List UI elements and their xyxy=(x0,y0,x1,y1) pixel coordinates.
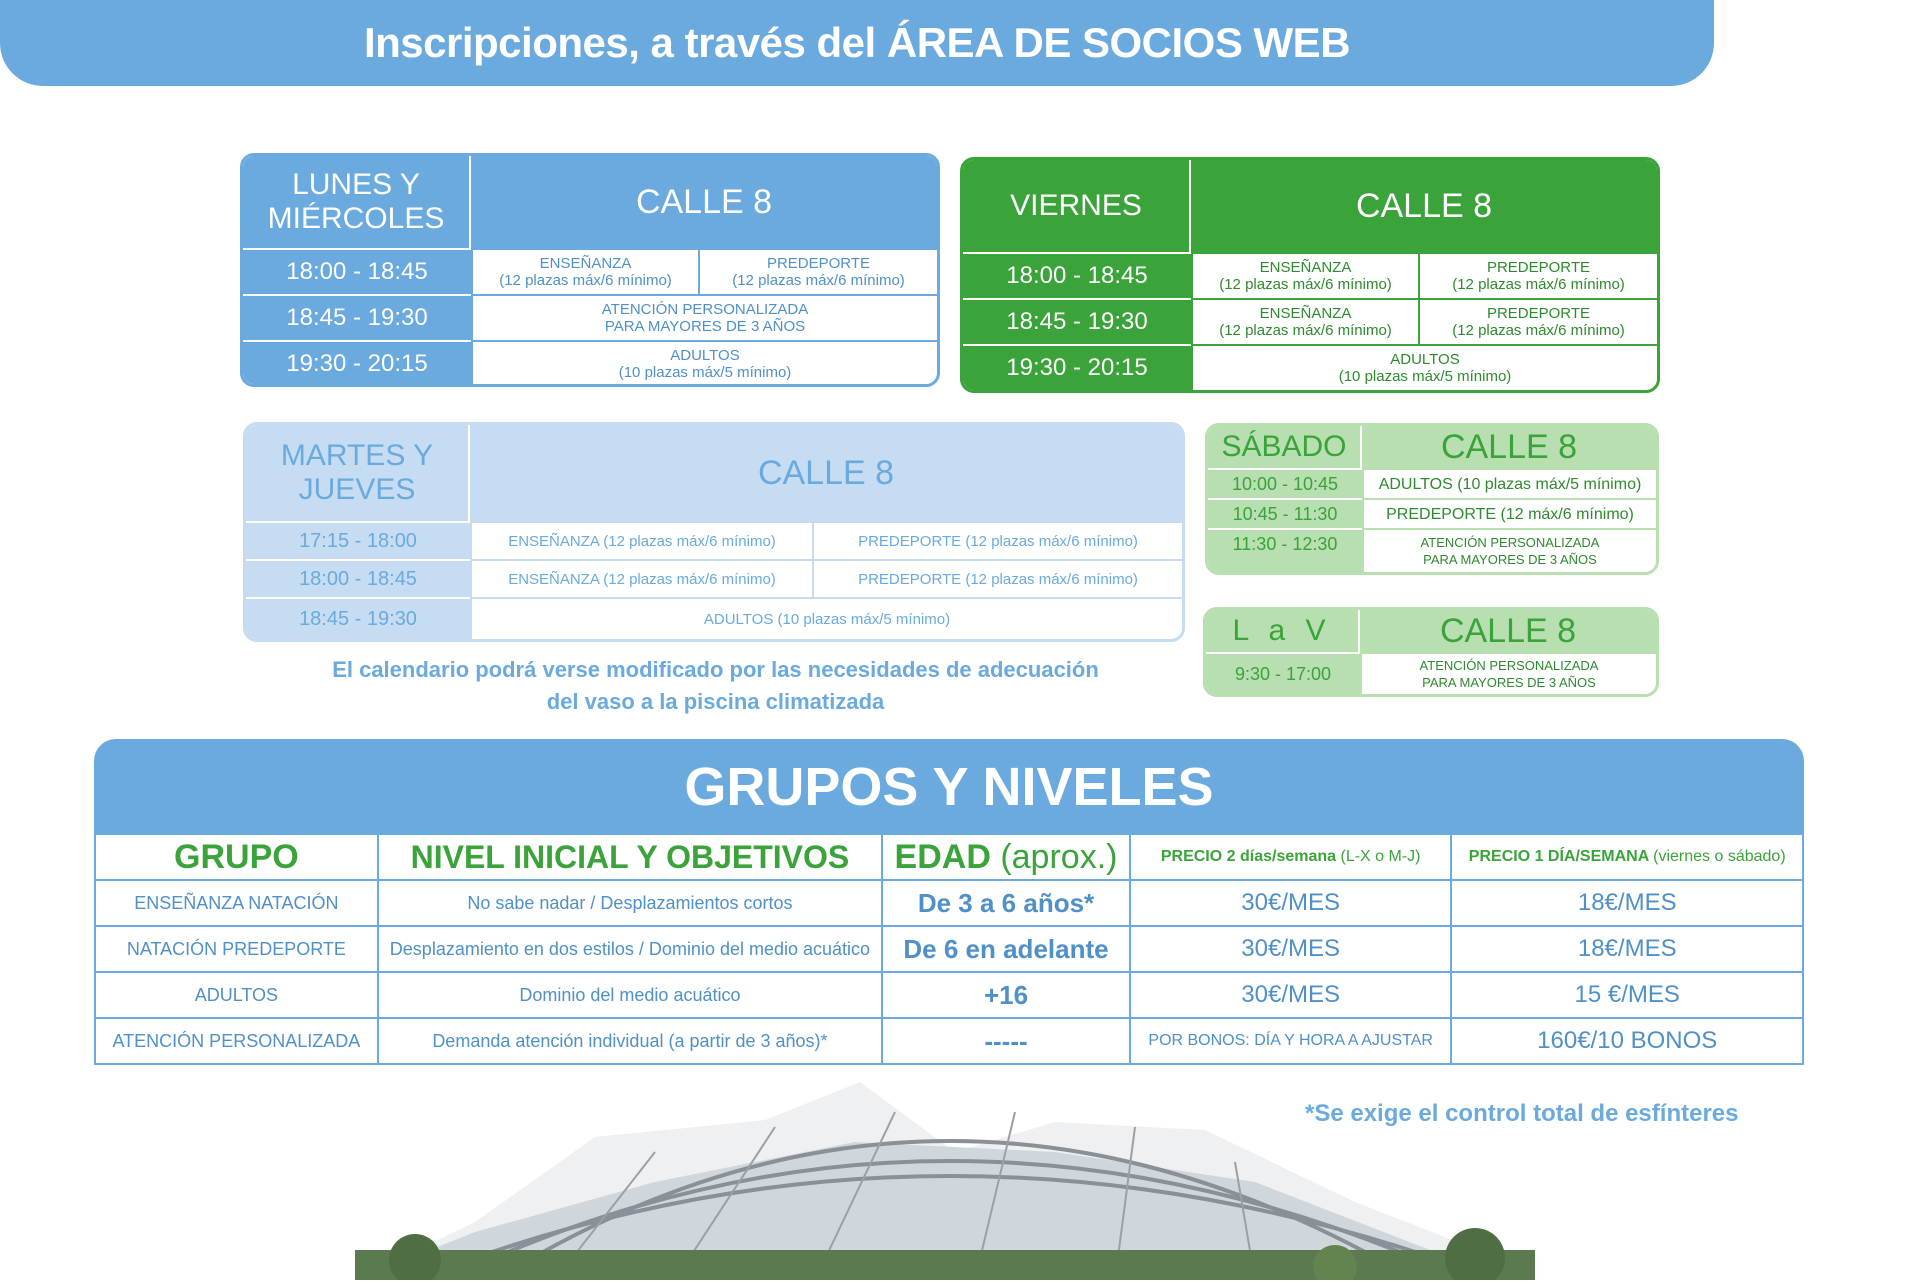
grupo-cell: ATENCIÓN PERSONALIZADA xyxy=(95,1018,378,1064)
time-slot: 19:30 - 20:15 xyxy=(243,340,471,386)
precio2-cell: 30€/MES xyxy=(1130,926,1452,972)
grupo-cell: ENSEÑANZA NATACIÓN xyxy=(95,880,378,926)
col-header-precio1 xyxy=(1451,834,1803,880)
lane-label: CALLE 8 xyxy=(1362,426,1656,468)
groups-levels-section xyxy=(94,739,1804,1065)
grupo-cell: ADULTOS xyxy=(95,972,378,1018)
activity-cell: ATENCIÓN PERSONALIZADA PARA MAYORES DE 3 AÑOS xyxy=(471,294,937,340)
nivel-cell: Dominio del medio acuático xyxy=(378,972,882,1018)
lane-label: CALLE 8 xyxy=(1360,610,1656,652)
day-label: LUNES Y MIÉRCOLES xyxy=(243,156,469,248)
table-row xyxy=(95,926,1803,972)
calendar-note xyxy=(243,654,1188,724)
schedule-lunes-miercoles xyxy=(240,153,940,387)
col-header-precio2-sub: (L-X o M-J) xyxy=(1340,848,1421,865)
lane-label: CALLE 8 xyxy=(1191,160,1657,252)
col-header-precio1-sub: (viernes o sábado) xyxy=(1653,848,1786,865)
time-slot: 18:45 - 19:30 xyxy=(243,294,471,340)
day-label: VIERNES xyxy=(963,160,1189,252)
calendar-note-line2: del vaso a la piscina climatizada xyxy=(546,689,885,714)
precio1-cell: 160€/10 BONOS xyxy=(1451,1018,1803,1064)
col-header-precio1-main: PRECIO 1 DÍA/SEMANA xyxy=(1468,848,1649,865)
activity-cell: ATENCIÓN PERSONALIZADA PARA MAYORES DE 3 AÑOS xyxy=(1362,528,1656,572)
activity-cell: ENSEÑANZA (12 plazas máx/6 mínimo) xyxy=(471,248,698,294)
time-slot: 10:00 - 10:45 xyxy=(1208,468,1362,498)
activity-cell: PREDEPORTE (12 plazas máx/6 mínimo) xyxy=(1418,252,1657,298)
lane-label: CALLE 8 xyxy=(471,156,937,248)
activity-cell: PREDEPORTE (12 máx/6 mínimo) xyxy=(1362,498,1656,528)
activity-cell: ADULTOS (10 plazas máx/5 mínimo) xyxy=(1191,344,1657,390)
activity-cell: PREDEPORTE (12 plazas máx/6 mínimo) xyxy=(1418,298,1657,344)
time-slot: 18:45 - 19:30 xyxy=(246,597,470,639)
activity-cell: ADULTOS (10 plazas máx/5 mínimo) xyxy=(470,597,1182,639)
activity-cell: ENSEÑANZA (12 plazas máx/6 mínimo) xyxy=(470,559,812,597)
activity-cell: PREDEPORTE (12 plazas máx/6 mínimo) xyxy=(812,521,1182,559)
nivel-cell: No sabe nadar / Desplazamientos cortos xyxy=(378,880,882,926)
schedule-martes-jueves xyxy=(243,422,1185,642)
activity-cell: ENSEÑANZA (12 plazas máx/6 mínimo) xyxy=(1191,252,1418,298)
pool-dome-photo xyxy=(355,1082,1535,1280)
nivel-cell: Desplazamiento en dos estilos / Dominio del medio acuático xyxy=(378,926,882,972)
col-header-edad xyxy=(882,834,1130,880)
banner-text: Inscripciones, a través del ÁREA DE SOCIOS WEB xyxy=(363,19,1351,66)
col-header-precio2 xyxy=(1130,834,1452,880)
time-slot: 18:00 - 18:45 xyxy=(963,252,1191,298)
activity-cell: ADULTOS (10 plazas máx/5 mínimo) xyxy=(471,340,937,386)
schedule-viernes xyxy=(960,157,1660,393)
time-slot: 18:45 - 19:30 xyxy=(963,298,1191,344)
precio2-cell: 30€/MES xyxy=(1130,972,1452,1018)
table-row xyxy=(95,972,1803,1018)
col-header-edad-sub: (aprox.) xyxy=(1000,837,1118,876)
calendar-note-line1: El calendario podrá verse modificado por las necesidades de adecuación xyxy=(332,657,1099,682)
time-slot: 11:30 - 12:30 xyxy=(1208,528,1362,572)
day-label: L a V xyxy=(1206,610,1358,652)
nivel-cell: Demanda atención individual (a partir de 3 años)* xyxy=(378,1018,882,1064)
edad-cell: De 6 en adelante xyxy=(882,926,1130,972)
edad-cell: ----- xyxy=(882,1018,1130,1064)
groups-table xyxy=(94,833,1804,1065)
groups-title: GRUPOS Y NIVELES xyxy=(94,739,1804,835)
activity-cell: PREDEPORTE (12 plazas máx/6 mínimo) xyxy=(812,559,1182,597)
schedule-sabado xyxy=(1205,423,1659,575)
day-label: SÁBADO xyxy=(1208,426,1360,468)
precio1-cell: 18€/MES xyxy=(1451,926,1803,972)
day-label: MARTES Y JUEVES xyxy=(246,425,468,521)
col-header-grupo: GRUPO xyxy=(95,834,378,880)
grupo-cell: NATACIÓN PREDEPORTE xyxy=(95,926,378,972)
col-header-nivel: NIVEL INICIAL Y OBJETIVOS xyxy=(378,834,882,880)
activity-cell: ENSEÑANZA (12 plazas máx/6 mínimo) xyxy=(1191,298,1418,344)
time-slot: 10:45 - 11:30 xyxy=(1208,498,1362,528)
table-row xyxy=(95,1018,1803,1064)
time-slot: 9:30 - 17:00 xyxy=(1206,652,1360,694)
precio2-cell: 30€/MES xyxy=(1130,880,1452,926)
schedule-lav xyxy=(1203,607,1659,697)
precio2-cell: POR BONOS: DÍA Y HORA A AJUSTAR xyxy=(1130,1018,1452,1064)
col-header-edad-main: EDAD xyxy=(894,837,991,876)
edad-cell: De 3 a 6 años* xyxy=(882,880,1130,926)
activity-cell: ADULTOS (10 plazas máx/5 mínimo) xyxy=(1362,468,1656,498)
activity-cell: ATENCIÓN PERSONALIZADA PARA MAYORES DE 3 AÑOS xyxy=(1360,652,1656,694)
table-row xyxy=(95,880,1803,926)
time-slot: 18:00 - 18:45 xyxy=(246,559,470,597)
time-slot: 19:30 - 20:15 xyxy=(963,344,1191,390)
footnote: *Se exige el control total de esfínteres xyxy=(1305,1100,1739,1127)
edad-cell: +16 xyxy=(882,972,1130,1018)
precio1-cell: 15 €/MES xyxy=(1451,972,1803,1018)
precio1-cell: 18€/MES xyxy=(1451,880,1803,926)
table-header-row xyxy=(95,834,1803,880)
lane-label: CALLE 8 xyxy=(470,425,1182,521)
activity-cell: ENSEÑANZA (12 plazas máx/6 mínimo) xyxy=(470,521,812,559)
time-slot: 18:00 - 18:45 xyxy=(243,248,471,294)
time-slot: 17:15 - 18:00 xyxy=(246,521,470,559)
col-header-precio2-main: PRECIO 2 días/semana xyxy=(1160,848,1337,865)
activity-cell: PREDEPORTE (12 plazas máx/6 mínimo) xyxy=(698,248,937,294)
enrollment-banner xyxy=(0,0,1714,86)
